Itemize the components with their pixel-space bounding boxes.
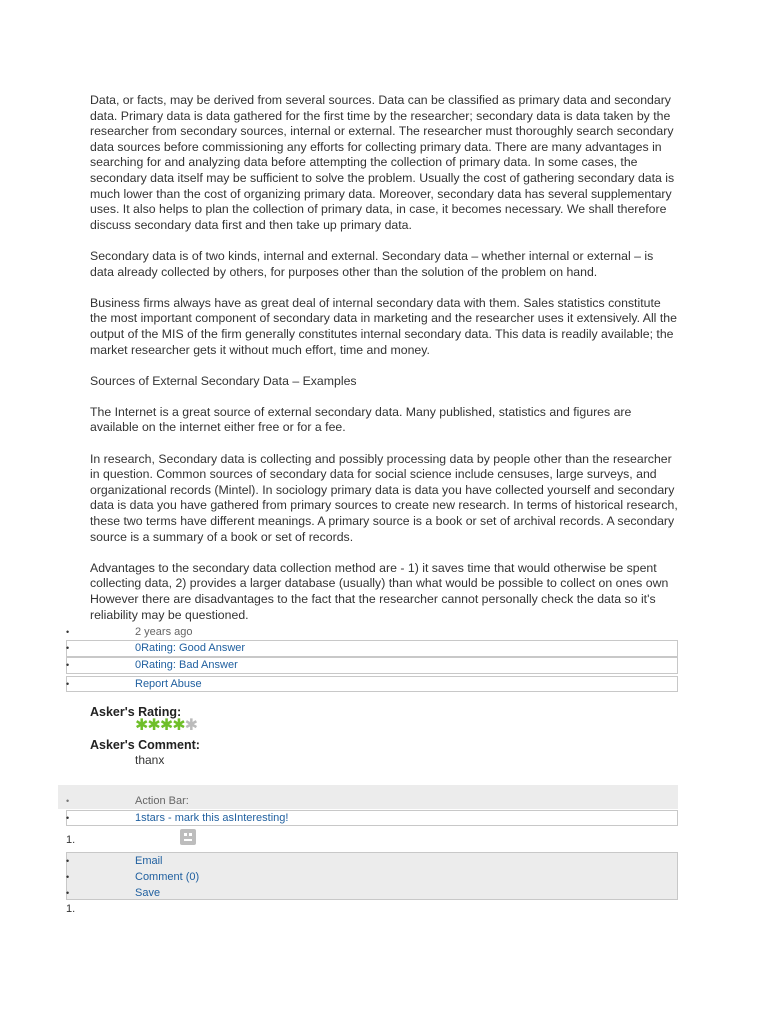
paragraph: Data, or facts, may be derived from several sources. Data can be classified as primary data and secondary data. Primary data is data gathered for the first time by the researcher; secondary data is data taken by the researcher from secondary sources, internal or external. The researcher must thoroughly search secondary data sources before commissioning any efforts for collecting primary data. There are many advantages in searching for and analyzing data before attempting the collection of primary data. In some cases, the secondary data itself may be sufficient to solve the problem. Usually the cost of gathering secondary data is much lower than the cost of organizing primary data. Moreover, secondary data has several supplementary uses. It also helps to plan the collection of primary data, in case, it becomes necessary. We shall therefore discuss secondary data first and then take up primary data. — [90, 93, 675, 232]
time-ago: 2 years ago — [135, 626, 193, 638]
paragraph: In research, Secondary data is collecting and possibly processing data by people other than the researcher in question. Common sources of secondary data for social science include censuses, large surveys, and organizational records (Mintel). In sociology primary data is data you have collected yourself and secondary data is data you have gathered from primary sources to create new research. In terms of historical research, these two terms have different meanings. A primary source is a book or set of archival records. A secondary source is a summary of a book or set of records. — [90, 451, 678, 544]
mark-interesting-link[interactable]: 1stars - mark this asInteresting! — [135, 812, 289, 824]
paragraph: Business firms always have as great deal of internal secondary data with them. Sales statistics constitute the most important component of secondary data in marketing and the researcher uses it extensively. All the output of the MIS of the firm generally constitutes internal secondary data. This data is readily available; the market researcher gets it without much effort, time and money. — [90, 295, 677, 357]
star-filled-icon: ✱ — [159, 717, 173, 734]
action-bar-label: Action Bar: — [135, 795, 189, 807]
smiley-eye — [184, 833, 187, 836]
bullet: • — [66, 796, 70, 806]
asker-comment-text: thanx — [135, 753, 165, 767]
email-link[interactable]: Email — [135, 855, 163, 867]
star-filled-icon: ✱ — [135, 717, 148, 734]
paragraph: Secondary data is of two kinds, internal and external. Secondary data – whether internal or external – is data already collected by others, for purposes other than the solution of the problem on hand. — [90, 248, 654, 279]
asker-comment-label: Asker's Comment: — [90, 738, 200, 752]
paragraph: The Internet is a great source of external secondary data. Many published, statistics and figures are available on the internet either free or for a fee. — [90, 404, 632, 435]
bullet: • — [66, 679, 70, 689]
paragraph: Advantages to the secondary data collection method are - 1) it saves time that would otherwise be spent collecting data, 2) provides a larger database (usually) than what would be possible to collect on ones own However there are disadvantages to the fact that the researcher cannot personally check the data so it's reliability may be questioned. — [90, 560, 669, 622]
bullet: • — [66, 643, 70, 653]
save-link[interactable]: Save — [135, 887, 161, 899]
bullet: • — [66, 627, 70, 637]
star-filled-icon: ✱ — [172, 717, 185, 734]
bullet: • — [66, 872, 70, 882]
smiley-eye — [189, 833, 192, 836]
paragraph-heading: Sources of External Secondary Data – Examples — [90, 373, 357, 388]
comment-link[interactable]: Comment (0) — [135, 871, 200, 883]
smiley-mouth — [184, 839, 192, 841]
bullet: • — [66, 856, 70, 866]
list-number: 1. — [66, 903, 76, 915]
star-filled-icon: ✱ — [147, 717, 160, 734]
smiley-face-icon[interactable] — [180, 829, 196, 845]
bullet: • — [66, 660, 70, 670]
report-abuse-link[interactable]: Report Abuse — [135, 678, 202, 690]
list-number: 1. — [66, 834, 76, 846]
rating-good-link[interactable]: 0Rating: Good Answer — [135, 642, 246, 654]
bullet: • — [66, 888, 70, 898]
rating-bad-link[interactable]: 0Rating: Bad Answer — [135, 659, 238, 671]
asker-rating-stars — [135, 716, 197, 736]
asker-rating-label: Asker's Rating: — [90, 705, 182, 719]
answer-body — [90, 93, 680, 639]
star-empty-icon: ✱ — [184, 717, 198, 734]
bullet: • — [66, 813, 70, 823]
